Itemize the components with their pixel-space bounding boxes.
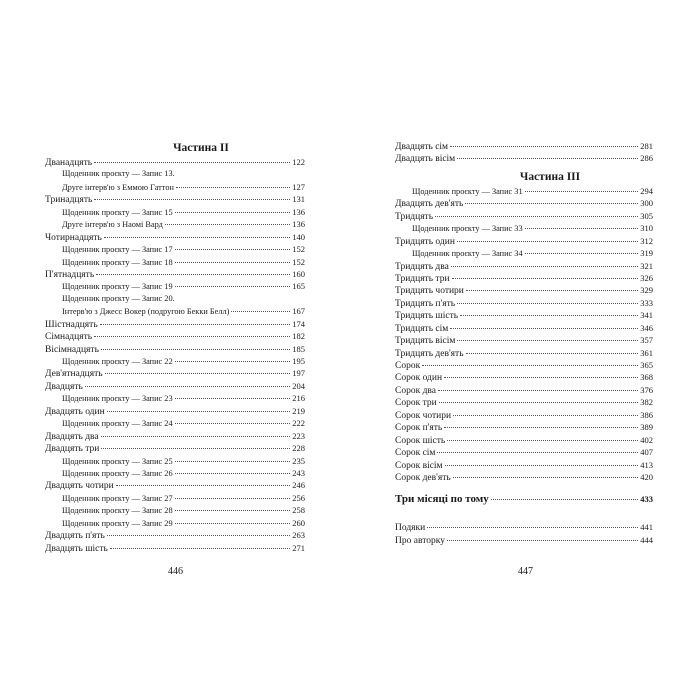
leader-dots bbox=[104, 237, 290, 238]
entry-title: Вісімнадцять bbox=[45, 344, 99, 355]
toc-entry[interactable] bbox=[45, 156, 305, 168]
leader-dots bbox=[460, 315, 638, 316]
leader-dots bbox=[437, 452, 638, 453]
entry-page: 204 bbox=[292, 380, 305, 391]
toc-entry[interactable] bbox=[45, 243, 305, 255]
toc-entry[interactable] bbox=[45, 492, 305, 504]
leader-dots bbox=[525, 191, 639, 192]
leader-dots bbox=[175, 510, 291, 511]
entry-page: 195 bbox=[292, 356, 305, 366]
entry-page: 174 bbox=[292, 318, 305, 329]
entry-title: Дванадцять bbox=[45, 158, 93, 168]
toc-entry[interactable] bbox=[395, 272, 653, 284]
entry-page: 136 bbox=[292, 219, 305, 230]
entry-title: Сорок дев'ять bbox=[395, 472, 451, 483]
entry-title: Двадцять сім bbox=[395, 142, 449, 152]
toc-entry[interactable] bbox=[45, 504, 305, 516]
entry-page: 271 bbox=[292, 542, 305, 553]
leader-dots bbox=[175, 498, 291, 499]
entry-title: Щоденник проєкту — Запис 28 bbox=[62, 506, 173, 516]
toc-entry[interactable] bbox=[45, 330, 305, 342]
toc-entry[interactable] bbox=[395, 521, 653, 533]
leader-dots bbox=[452, 278, 639, 279]
entry-title: Щоденник проєкту — Запис 26 bbox=[62, 468, 173, 478]
entry-page: 258 bbox=[292, 505, 305, 516]
toc-entry[interactable] bbox=[395, 359, 653, 371]
leader-dots bbox=[453, 415, 638, 416]
entry-page: 235 bbox=[292, 455, 305, 466]
leader-dots bbox=[175, 473, 291, 474]
entry-page: 222 bbox=[292, 418, 305, 429]
leader-dots bbox=[85, 386, 290, 387]
toc-entry[interactable] bbox=[45, 380, 305, 392]
leader-dots bbox=[450, 328, 638, 329]
entry-page: 310 bbox=[640, 223, 653, 234]
toc-entry[interactable] bbox=[45, 430, 305, 442]
entry-page: 136 bbox=[292, 206, 305, 217]
leader-dots bbox=[116, 485, 291, 486]
leader-dots bbox=[422, 365, 638, 366]
entry-title: Щоденник проєкту — Запис 19 bbox=[62, 282, 173, 292]
entry-title: Тридцять bbox=[395, 211, 434, 222]
entry-page: 152 bbox=[292, 256, 305, 267]
left-page bbox=[45, 140, 305, 554]
entry-page: 329 bbox=[640, 285, 653, 296]
leader-dots bbox=[466, 353, 639, 354]
leader-dots bbox=[466, 290, 638, 291]
entry-page: 185 bbox=[292, 343, 305, 354]
entry-page: 357 bbox=[640, 335, 653, 346]
entry-title: Тридцять п'ять bbox=[395, 298, 456, 309]
toc-entry[interactable] bbox=[395, 235, 653, 247]
leader-dots bbox=[175, 212, 291, 213]
leader-dots bbox=[491, 499, 638, 500]
toc-entry[interactable] bbox=[45, 181, 305, 193]
entry-page: 256 bbox=[292, 492, 305, 503]
leader-dots bbox=[445, 465, 639, 466]
leader-dots bbox=[175, 286, 291, 287]
toc-entry-epilogue[interactable] bbox=[395, 491, 653, 507]
entry-title: Тридцять шість bbox=[395, 311, 459, 322]
page-number: 446 bbox=[168, 566, 183, 577]
entry-title: Тридцять чотири bbox=[395, 286, 464, 297]
leader-dots bbox=[105, 373, 291, 374]
entry-title: Сімнадцять bbox=[45, 332, 93, 343]
entry-title: Тридцять сім bbox=[395, 323, 449, 334]
toc-entry[interactable] bbox=[395, 446, 653, 458]
leader-dots bbox=[525, 253, 639, 254]
entry-page: 294 bbox=[640, 185, 653, 196]
leader-dots bbox=[175, 262, 291, 263]
entry-page: 346 bbox=[640, 322, 653, 333]
entry-page: 160 bbox=[292, 268, 305, 279]
toc-entry[interactable] bbox=[45, 280, 305, 292]
leader-dots bbox=[101, 349, 290, 350]
leader-dots bbox=[465, 203, 638, 204]
toc-entry[interactable] bbox=[395, 384, 653, 396]
leader-dots bbox=[165, 224, 290, 225]
entry-page: 444 bbox=[640, 534, 653, 545]
entry-title: Сорок три bbox=[395, 398, 437, 409]
toc-list bbox=[45, 156, 305, 554]
toc-entry[interactable] bbox=[395, 260, 653, 272]
entry-title: Щоденник проєкту — Запис 18 bbox=[62, 257, 173, 267]
leader-dots bbox=[94, 199, 290, 200]
toc-entry[interactable] bbox=[45, 305, 305, 317]
toc-entry[interactable] bbox=[45, 405, 305, 417]
entry-page: 243 bbox=[292, 467, 305, 478]
entry-page: 368 bbox=[640, 372, 653, 383]
toc-entry[interactable] bbox=[395, 434, 653, 446]
entry-page: 281 bbox=[640, 141, 653, 151]
leader-dots bbox=[94, 162, 290, 163]
entry-title: Інтерв'ю з Джесс Вокер (подругою Бекки Белл) bbox=[62, 307, 230, 317]
toc-entry[interactable] bbox=[395, 347, 653, 359]
entry-page: 246 bbox=[292, 480, 305, 491]
leader-dots bbox=[94, 336, 290, 337]
entry-title: Щоденник проєкту — Запис 27 bbox=[62, 493, 173, 503]
entry-title: Сорок шість bbox=[395, 435, 446, 446]
toc-entry[interactable] bbox=[395, 284, 653, 296]
entry-title: Двадцять вісім bbox=[395, 154, 456, 165]
entry-title: Чотирнадцять bbox=[45, 232, 102, 243]
toc-entry[interactable] bbox=[45, 529, 305, 541]
entry-page: 286 bbox=[640, 153, 653, 164]
toc-entry[interactable] bbox=[45, 343, 305, 355]
entry-title: Двадцять три bbox=[45, 444, 100, 455]
leader-dots bbox=[101, 448, 290, 449]
entry-title: Двадцять bbox=[45, 381, 83, 392]
leader-dots bbox=[457, 158, 638, 159]
entry-page: 365 bbox=[640, 360, 653, 370]
page-number: 447 bbox=[518, 566, 533, 577]
leader-dots bbox=[438, 390, 638, 391]
entry-page: 413 bbox=[640, 459, 653, 470]
toc-entry[interactable] bbox=[45, 293, 305, 305]
entry-title: Тридцять вісім bbox=[395, 336, 456, 347]
toc-entry[interactable] bbox=[395, 334, 653, 346]
toc-entry[interactable] bbox=[45, 442, 305, 454]
entry-page: 361 bbox=[640, 347, 653, 358]
toc-list-back-matter bbox=[395, 521, 653, 546]
toc-entry[interactable] bbox=[45, 268, 305, 280]
toc-entry[interactable] bbox=[395, 396, 653, 408]
entry-title: Щоденник проєкту — Запис 33 bbox=[412, 224, 523, 234]
entry-page: 127 bbox=[292, 181, 305, 192]
entry-title: Двадцять шість bbox=[45, 543, 108, 554]
toc-entry[interactable] bbox=[395, 297, 653, 309]
entry-page: 341 bbox=[640, 310, 653, 321]
entry-title: Сорок bbox=[395, 361, 421, 371]
toc-entry[interactable] bbox=[45, 318, 305, 330]
entry-page: 433 bbox=[640, 494, 653, 505]
entry-title: Тридцять дев'ять bbox=[395, 348, 464, 359]
entry-title: Двадцять дев'ять bbox=[395, 199, 464, 210]
entry-title: Двадцять чотири bbox=[45, 481, 114, 492]
entry-title: Щоденник проєкту — Запис 31 bbox=[412, 186, 523, 196]
leader-dots bbox=[100, 324, 291, 325]
toc-entry[interactable] bbox=[45, 542, 305, 554]
entry-title: Подяки bbox=[395, 523, 426, 534]
leader-dots bbox=[175, 249, 291, 250]
toc-entry[interactable] bbox=[45, 367, 305, 379]
entry-title: Щоденник проєкту — Запис 15 bbox=[62, 207, 173, 217]
entry-title: Сорок вісім bbox=[395, 460, 443, 471]
entry-page: 182 bbox=[292, 331, 305, 342]
entry-page: 263 bbox=[292, 530, 305, 541]
entry-title: Шістнадцять bbox=[45, 319, 98, 330]
entry-page: 321 bbox=[640, 260, 653, 271]
entry-page: 326 bbox=[640, 272, 653, 283]
leader-dots bbox=[175, 523, 291, 524]
entry-title: Тринадцять bbox=[45, 195, 93, 206]
toc-entry[interactable] bbox=[45, 218, 305, 230]
part-title: Частина II bbox=[173, 142, 229, 154]
entry-title: Щоденник проєкту — Запис 13. bbox=[62, 169, 175, 179]
toc-list bbox=[395, 185, 653, 484]
leader-dots bbox=[457, 241, 638, 242]
toc-entry[interactable] bbox=[395, 210, 653, 222]
entry-page: 382 bbox=[640, 397, 653, 408]
entry-title: Тридцять три bbox=[395, 273, 450, 284]
leader-dots bbox=[231, 311, 290, 312]
entry-page: 197 bbox=[292, 368, 305, 379]
toc-entry[interactable] bbox=[395, 459, 653, 471]
toc-entry[interactable] bbox=[45, 479, 305, 491]
entry-title: Щоденник проєкту — Запис 29 bbox=[62, 518, 173, 528]
entry-title: П'ятнадцять bbox=[45, 269, 95, 280]
toc-entry[interactable] bbox=[395, 185, 653, 197]
entry-title: Щоденник проєкту — Запис 24 bbox=[62, 419, 173, 429]
leader-dots bbox=[107, 411, 291, 412]
toc-entry[interactable] bbox=[395, 534, 653, 546]
entry-title: Щоденник проєкту — Запис 34 bbox=[412, 249, 523, 259]
entry-page: 152 bbox=[292, 244, 305, 255]
entry-page: 300 bbox=[640, 198, 653, 209]
leader-dots bbox=[175, 398, 291, 399]
toc-entry[interactable] bbox=[45, 455, 305, 467]
entry-title: Три місяці по тому bbox=[395, 493, 489, 506]
entry-title: Щоденник проєкту — Запис 23 bbox=[62, 394, 173, 404]
entry-title: Двадцять два bbox=[45, 431, 99, 442]
toc-entry[interactable] bbox=[45, 467, 305, 479]
entry-title: Двадцять один bbox=[45, 406, 105, 417]
right-page bbox=[395, 140, 653, 546]
leader-dots bbox=[427, 527, 638, 528]
entry-page: 319 bbox=[640, 248, 653, 259]
entry-page: 305 bbox=[640, 210, 653, 221]
entry-page: 167 bbox=[292, 306, 305, 317]
entry-title: Двадцять п'ять bbox=[45, 531, 105, 542]
entry-page: 402 bbox=[640, 434, 653, 445]
leader-dots bbox=[450, 146, 638, 147]
entry-page: 260 bbox=[292, 517, 305, 528]
leader-dots bbox=[175, 461, 291, 462]
toc-entry[interactable] bbox=[395, 309, 653, 321]
leader-dots bbox=[96, 274, 290, 275]
leader-dots bbox=[175, 361, 291, 362]
entry-page: 122 bbox=[292, 157, 305, 167]
entry-page: 216 bbox=[292, 393, 305, 404]
toc-entry[interactable] bbox=[45, 392, 305, 404]
toc-entry[interactable] bbox=[45, 193, 305, 205]
entry-page: 140 bbox=[292, 231, 305, 242]
toc-list-top bbox=[395, 140, 653, 165]
leader-dots bbox=[525, 228, 639, 229]
entry-page: 407 bbox=[640, 447, 653, 458]
leader-dots bbox=[439, 402, 639, 403]
leader-dots bbox=[101, 436, 291, 437]
toc-entry[interactable] bbox=[395, 247, 653, 259]
leader-dots bbox=[444, 377, 638, 378]
entry-page: 219 bbox=[292, 405, 305, 416]
toc-entry[interactable] bbox=[395, 471, 653, 483]
entry-title: Щоденник проєкту — Запис 22 bbox=[62, 357, 173, 366]
entry-page: 333 bbox=[640, 297, 653, 308]
leader-dots bbox=[447, 440, 638, 441]
entry-page: 223 bbox=[292, 430, 305, 441]
toc-entry[interactable] bbox=[395, 222, 653, 234]
leader-dots bbox=[453, 477, 639, 478]
leader-dots bbox=[110, 548, 290, 549]
leader-dots bbox=[435, 216, 638, 217]
toc-entry[interactable] bbox=[45, 231, 305, 243]
entry-title: Сорок п'ять bbox=[395, 423, 443, 434]
part-title: Частина III bbox=[519, 170, 581, 183]
entry-page: 165 bbox=[292, 281, 305, 292]
toc-entry[interactable] bbox=[395, 140, 653, 152]
entry-title: Друге інтерв'ю з Наомі Вард bbox=[62, 220, 163, 230]
toc-entry[interactable] bbox=[395, 371, 653, 383]
leader-dots bbox=[444, 427, 638, 428]
entry-title: Щоденник проєкту — Запис 25 bbox=[62, 456, 173, 466]
toc-entry[interactable] bbox=[45, 355, 305, 367]
entry-page: 389 bbox=[640, 422, 653, 433]
toc-entry[interactable] bbox=[45, 168, 305, 180]
toc-entry[interactable] bbox=[45, 206, 305, 218]
entry-page: 131 bbox=[292, 194, 305, 205]
toc-entry[interactable] bbox=[45, 517, 305, 529]
toc-entry[interactable] bbox=[395, 197, 653, 209]
leader-dots bbox=[457, 340, 638, 341]
toc-entry[interactable] bbox=[395, 152, 653, 164]
entry-title: Сорок один bbox=[395, 373, 443, 384]
entry-title: Сорок сім bbox=[395, 448, 436, 459]
entry-page: 312 bbox=[640, 235, 653, 246]
entry-title: Щоденник проєкту — Запис 20. bbox=[62, 293, 175, 303]
leader-dots bbox=[451, 266, 638, 267]
toc-entry[interactable] bbox=[45, 417, 305, 429]
entry-title: Дев'ятнадцять bbox=[45, 369, 103, 380]
entry-page: 386 bbox=[640, 409, 653, 420]
leader-dots bbox=[175, 423, 291, 424]
leader-dots bbox=[107, 535, 290, 536]
toc-entry[interactable] bbox=[45, 256, 305, 268]
entry-title: Про авторку bbox=[395, 535, 445, 546]
entry-title: Друге інтерв'ю з Еммою Гаттон bbox=[62, 182, 174, 192]
entry-title: Тридцять два bbox=[395, 261, 449, 272]
entry-title: Тридцять один bbox=[395, 236, 455, 247]
toc-entry[interactable] bbox=[395, 421, 653, 433]
toc-entry[interactable] bbox=[395, 322, 653, 334]
entry-page: 376 bbox=[640, 384, 653, 395]
toc-entry[interactable] bbox=[395, 409, 653, 421]
entry-page: 420 bbox=[640, 471, 653, 482]
entry-title: Щоденник проєкту — Запис 17 bbox=[62, 245, 173, 255]
leader-dots bbox=[447, 540, 638, 541]
entry-page: 228 bbox=[292, 443, 305, 454]
entry-page: 441 bbox=[640, 522, 653, 533]
leader-dots bbox=[176, 187, 290, 188]
leader-dots bbox=[457, 303, 638, 304]
entry-title: Сорок чотири bbox=[395, 410, 452, 421]
entry-title: Сорок два bbox=[395, 385, 436, 396]
